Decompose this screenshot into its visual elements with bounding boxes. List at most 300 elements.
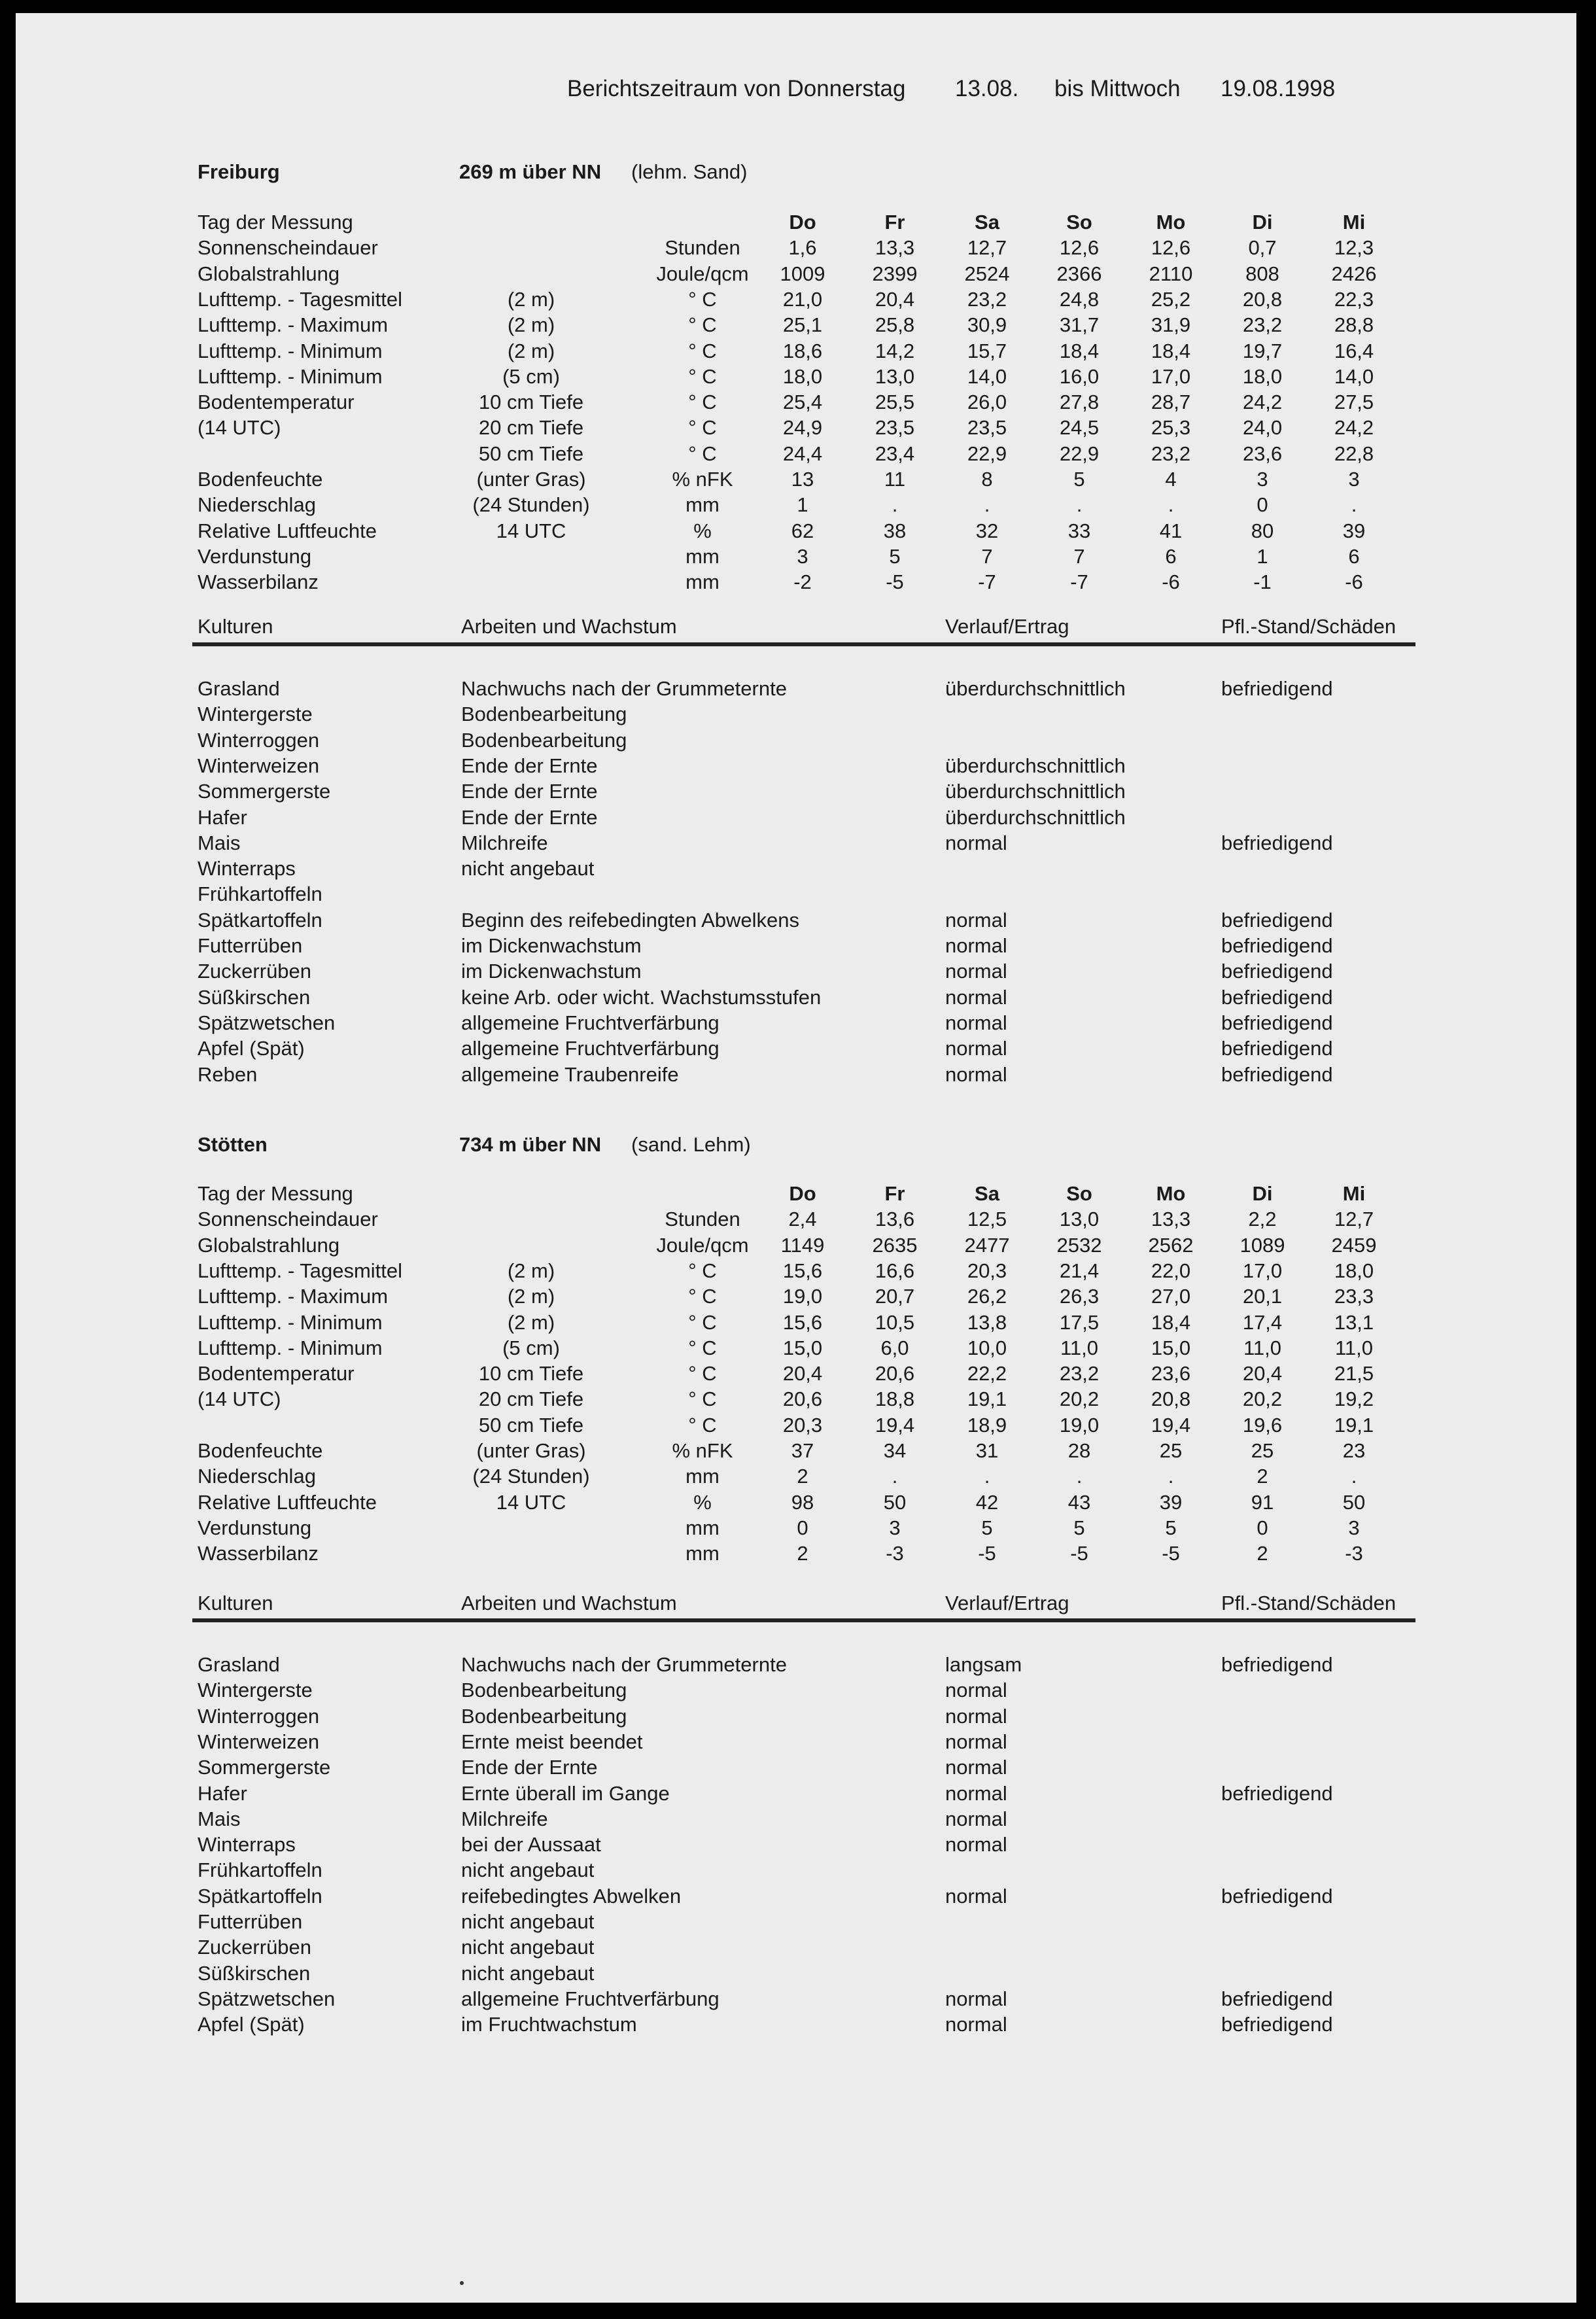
measure-value: 11,0 — [1060, 1336, 1099, 1359]
measure-value: 2,4 — [788, 1208, 817, 1231]
crop-work: im Dickenwachstum — [461, 934, 642, 957]
measure-value: 20,7 — [875, 1285, 915, 1308]
measure-value: 5 — [1165, 1516, 1177, 1539]
measure-value: 0,7 — [1248, 236, 1277, 260]
measure-value: . — [1168, 493, 1174, 517]
measure-value: 20,3 — [782, 1413, 823, 1437]
measure-value: 7 — [981, 544, 993, 568]
measure-value: 25 — [1159, 1439, 1183, 1462]
crops-header-rule — [192, 1618, 1415, 1622]
report-end-label: bis Mittwoch — [1054, 76, 1181, 101]
measure-sub: (24 Stunden) — [472, 1465, 590, 1488]
crop-name: Apfel (Spät) — [198, 2013, 305, 2036]
measure-value: 24,2 — [1334, 416, 1374, 440]
measure-label: Lufttemp. - Tagesmittel — [198, 1259, 403, 1282]
crop-yield: normal — [945, 1781, 1007, 1805]
crop-work: allgemeine Traubenreife — [461, 1062, 679, 1086]
document-page — [16, 13, 1576, 2303]
crop-yield: normal — [945, 1884, 1007, 1908]
measure-label: Verdunstung — [198, 544, 312, 568]
crop-yield: normal — [945, 1987, 1007, 2010]
measure-value: 18,4 — [1151, 339, 1191, 362]
measure-value: 20,8 — [1242, 287, 1283, 311]
crop-work: allgemeine Fruchtverfärbung — [461, 1987, 720, 2010]
crop-work: Beginn des reifebedingten Abwelkens — [461, 908, 800, 932]
crop-work: Ernte überall im Gange — [461, 1781, 670, 1805]
crop-work: Ernte meist beendet — [461, 1730, 643, 1753]
measure-unit: ° C — [688, 313, 717, 337]
measure-label: Lufttemp. - Minimum — [198, 1310, 383, 1334]
crop-name: Spätkartoffeln — [198, 908, 322, 932]
crop-yield: überdurchschnittlich — [945, 754, 1126, 777]
measure-value: 1 — [797, 493, 808, 517]
measure-value: 27,8 — [1059, 391, 1100, 414]
measure-value: 11,0 — [1243, 1336, 1282, 1359]
day-header-di: Di — [1252, 211, 1273, 234]
measure-value: 31 — [975, 1439, 999, 1462]
crop-name: Spätzwetschen — [198, 1011, 336, 1034]
crop-yield: normal — [945, 908, 1007, 932]
measure-value: 17,5 — [1059, 1310, 1100, 1334]
measure-label: Bodentemperatur — [198, 391, 355, 414]
measure-sub: 10 cm Tiefe — [478, 391, 584, 414]
crop-state: befriedigend — [1221, 908, 1333, 932]
measure-sub: (2 m) — [507, 287, 555, 311]
measure-value: 17,0 — [1242, 1259, 1283, 1282]
measure-value: 5 — [981, 1516, 993, 1539]
measure-value: 12,7 — [967, 236, 1007, 260]
measure-value: 27,5 — [1334, 391, 1374, 414]
measure-value: 25,4 — [782, 391, 823, 414]
measure-value: 19,7 — [1242, 339, 1283, 362]
crop-work: allgemeine Fruchtverfärbung — [461, 1037, 720, 1060]
measure-value: 22,9 — [967, 442, 1007, 465]
day-header-so: So — [1066, 1182, 1092, 1205]
measure-value: 23,3 — [1334, 1285, 1374, 1308]
measure-value: 13,0 — [1059, 1208, 1100, 1231]
measure-label: Niederschlag — [198, 493, 316, 517]
crop-name: Spätzwetschen — [198, 1987, 336, 2010]
measure-unit: ° C — [688, 1413, 717, 1437]
measure-label: Wasserbilanz — [198, 1542, 319, 1565]
day-header-di: Di — [1252, 1182, 1273, 1205]
measure-unit: mm — [685, 493, 720, 517]
measure-value: 24,8 — [1059, 287, 1100, 311]
measure-value: 2 — [1257, 1465, 1268, 1488]
measure-label: Relative Luftfeuchte — [198, 519, 377, 542]
measure-label: Lufttemp. - Minimum — [198, 364, 383, 388]
measure-sub: (unter Gras) — [476, 1439, 586, 1462]
measure-value: 21,0 — [782, 287, 823, 311]
crop-state: befriedigend — [1221, 960, 1333, 983]
measure-unit: ° C — [688, 339, 717, 362]
measure-value: 23,2 — [1059, 1362, 1100, 1386]
measure-value: 12,6 — [1059, 236, 1100, 260]
crop-work: Milchreife — [461, 1807, 548, 1830]
crop-yield: überdurchschnittlich — [945, 677, 1126, 700]
measure-value: 3 — [889, 1516, 901, 1539]
crop-name: Winterraps — [198, 857, 296, 881]
measure-unit: ° C — [688, 1387, 717, 1411]
crop-work: Bodenbearbeitung — [461, 728, 627, 752]
measure-value: 32 — [975, 519, 999, 542]
measure-label: Relative Luftfeuchte — [198, 1490, 377, 1514]
measure-value: 37 — [791, 1439, 814, 1462]
measure-unit: ° C — [688, 1259, 717, 1282]
measure-sub: (5 cm) — [502, 1336, 560, 1359]
measure-value: 23,2 — [1151, 442, 1191, 465]
measure-label: (14 UTC) — [198, 1387, 281, 1411]
measure-value: -3 — [886, 1542, 904, 1565]
measure-sub: (2 m) — [507, 1310, 555, 1334]
measure-value: 3 — [1348, 1516, 1360, 1539]
measure-unit: % — [693, 1490, 712, 1514]
report-start-date: 13.08. — [955, 76, 1019, 101]
measure-value: 15,0 — [1151, 1336, 1191, 1359]
measure-value: . — [1351, 1465, 1357, 1488]
measure-value: 19,0 — [782, 1285, 823, 1308]
measure-value: -5 — [1070, 1542, 1088, 1565]
measure-unit: mm — [685, 1516, 720, 1539]
measure-label: (14 UTC) — [198, 416, 281, 440]
crops-header-verlauf: Verlauf/Ertrag — [945, 1592, 1069, 1614]
measure-sub: (24 Stunden) — [472, 493, 590, 517]
crops-header-kulturen: Kulturen — [198, 615, 273, 638]
crop-state: befriedigend — [1221, 1653, 1333, 1676]
measure-value: 16,4 — [1334, 339, 1374, 362]
measure-value: . — [984, 1465, 990, 1488]
measure-value: 25,3 — [1151, 416, 1191, 440]
crops-header-stand: Pfl.-Stand/Schäden — [1221, 615, 1396, 638]
measure-unit: mm — [685, 1542, 720, 1565]
measure-unit: mm — [685, 544, 720, 568]
measure-sub: 20 cm Tiefe — [478, 416, 584, 440]
crop-state: befriedigend — [1221, 677, 1333, 700]
day-header-do: Do — [789, 211, 816, 234]
measure-value: 13,8 — [967, 1310, 1007, 1334]
measure-value: 2399 — [872, 262, 918, 285]
measure-label: Lufttemp. - Maximum — [198, 1285, 389, 1308]
measure-sub: (unter Gras) — [476, 468, 586, 491]
measure-value: 13,6 — [875, 1208, 915, 1231]
measure-unit: ° C — [688, 1285, 717, 1308]
measure-value: 0 — [1257, 493, 1268, 517]
measure-unit: % nFK — [672, 468, 733, 491]
measure-value: . — [892, 493, 898, 517]
measure-label: Lufttemp. - Tagesmittel — [198, 287, 403, 311]
measure-value: 5 — [1073, 1516, 1085, 1539]
measure-value: . — [892, 1465, 898, 1488]
measure-value: 39 — [1342, 519, 1366, 542]
crop-name: Hafer — [198, 1781, 247, 1805]
measure-value: 2 — [797, 1542, 808, 1565]
measure-value: 18,0 — [1334, 1259, 1374, 1282]
measure-value: 28,8 — [1334, 313, 1374, 337]
day-header-do: Do — [789, 1182, 816, 1205]
measure-value: -6 — [1162, 570, 1180, 594]
measure-label: Sonnenscheindauer — [198, 236, 378, 260]
measure-value: -6 — [1345, 570, 1363, 594]
crop-name: Süßkirschen — [198, 1961, 311, 1985]
measure-value: 1089 — [1240, 1233, 1285, 1257]
measure-value: 1,6 — [788, 236, 817, 260]
day-header-fr: Fr — [884, 1182, 905, 1205]
crop-work: Ende der Ernte — [461, 805, 598, 829]
crop-work: Nachwuchs nach der Grummeternte — [461, 1653, 787, 1676]
crop-name: Winterroggen — [198, 728, 320, 752]
measure-value: 1009 — [780, 262, 825, 285]
crop-work: nicht angebaut — [461, 1910, 595, 1933]
measure-value: 26,0 — [967, 391, 1007, 414]
measure-value: 11,0 — [1334, 1336, 1374, 1359]
day-header-mi: Mi — [1342, 211, 1366, 234]
crop-work: reifebedingtes Abwelken — [461, 1884, 682, 1908]
measure-value: 4 — [1165, 468, 1177, 491]
measure-value: 20,6 — [875, 1362, 915, 1386]
measure-value: . — [984, 493, 990, 517]
measure-sub: (5 cm) — [502, 364, 560, 388]
crop-name: Winterweizen — [198, 1730, 320, 1753]
measure-value: 14,2 — [875, 339, 915, 362]
measure-value: 23,2 — [967, 287, 1007, 311]
measure-value: 23,4 — [875, 442, 915, 465]
measure-label: Sonnenscheindauer — [198, 1208, 378, 1231]
measure-unit: % — [693, 519, 712, 542]
measure-value: . — [1076, 1465, 1083, 1488]
measure-unit: mm — [685, 1465, 720, 1488]
crop-name: Mais — [198, 831, 241, 854]
measure-value: 10,5 — [875, 1310, 915, 1334]
crops-header-arbeiten: Arbeiten und Wachstum — [461, 615, 677, 638]
crop-yield: normal — [945, 934, 1007, 957]
measure-value: 28 — [1067, 1439, 1091, 1462]
crop-yield: normal — [945, 831, 1007, 854]
measure-label: Lufttemp. - Minimum — [198, 1336, 383, 1359]
measure-value: 30,9 — [967, 313, 1007, 337]
measure-value: -5 — [886, 570, 904, 594]
measure-sub: 20 cm Tiefe — [478, 1387, 584, 1411]
crop-name: Reben — [198, 1062, 258, 1086]
measure-value: 24,4 — [782, 442, 823, 465]
crop-name: Spätkartoffeln — [198, 1884, 322, 1908]
day-header-mo: Mo — [1156, 211, 1186, 234]
measure-value: 16,0 — [1059, 364, 1100, 388]
measure-sub: (2 m) — [507, 313, 555, 337]
measure-value: 25 — [1251, 1439, 1274, 1462]
crop-state: befriedigend — [1221, 1781, 1333, 1805]
crop-name: Frühkartoffeln — [198, 1858, 322, 1882]
measure-value: 15,6 — [782, 1310, 823, 1334]
measure-label: Verdunstung — [198, 1516, 312, 1539]
station-elevation: 269 m über NN — [459, 160, 602, 183]
measure-value: 18,6 — [782, 339, 823, 362]
day-header-mi: Mi — [1342, 1182, 1366, 1205]
measure-value: 19,2 — [1334, 1387, 1374, 1411]
measure-unit: ° C — [688, 364, 717, 388]
measure-value: 15,7 — [967, 339, 1007, 362]
measure-value: 2524 — [964, 262, 1010, 285]
measure-unit: ° C — [688, 416, 717, 440]
crop-name: Winterweizen — [198, 754, 320, 777]
measure-value: 19,1 — [1334, 1413, 1374, 1437]
measure-value: 21,4 — [1059, 1259, 1100, 1282]
measure-value: -7 — [978, 570, 996, 594]
crops-header-rule — [192, 642, 1415, 646]
crop-yield: normal — [945, 985, 1007, 1009]
measure-value: 12,6 — [1151, 236, 1191, 260]
measure-value: 22,9 — [1059, 442, 1100, 465]
crop-work: Ende der Ernte — [461, 1756, 598, 1779]
measure-value: 2635 — [872, 1233, 918, 1257]
crop-yield: normal — [945, 1704, 1007, 1728]
crop-state: befriedigend — [1221, 831, 1333, 854]
measure-value: . — [1076, 493, 1083, 517]
measure-value: 50 — [883, 1490, 907, 1514]
measure-value: 25,2 — [1151, 287, 1191, 311]
measure-label: Bodenfeuchte — [198, 1439, 323, 1462]
crop-name: Winterraps — [198, 1833, 296, 1857]
measure-sub: 14 UTC — [496, 519, 566, 542]
measure-value: -5 — [978, 1542, 996, 1565]
crop-work: Bodenbearbeitung — [461, 1679, 627, 1702]
measure-value: 0 — [1257, 1516, 1268, 1539]
crop-name: Grasland — [198, 677, 280, 700]
crop-state: befriedigend — [1221, 1884, 1333, 1908]
crop-name: Zuckerrüben — [198, 1936, 312, 1959]
measure-unit: Stunden — [665, 1208, 740, 1231]
measure-unit: ° C — [688, 391, 717, 414]
measure-value: 24,9 — [782, 416, 823, 440]
measure-value: 20,4 — [875, 287, 915, 311]
measure-value: 6 — [1165, 544, 1177, 568]
measure-value: 24,5 — [1059, 416, 1100, 440]
crop-name: Hafer — [198, 805, 247, 829]
crop-name: Wintergerste — [198, 703, 313, 726]
crop-state: befriedigend — [1221, 1987, 1333, 2010]
measure-value: 18,4 — [1151, 1310, 1191, 1334]
station-soil-type: (sand. Lehm) — [631, 1133, 751, 1156]
measure-value: 10,0 — [967, 1336, 1007, 1359]
measure-value: 25,1 — [782, 313, 823, 337]
crop-work: Milchreife — [461, 831, 548, 854]
measure-value: 43 — [1067, 1490, 1091, 1514]
measure-label: Tag der Messung — [198, 1182, 353, 1205]
measure-value: 31,9 — [1151, 313, 1191, 337]
measure-value: 5 — [1073, 468, 1085, 491]
crop-yield: normal — [945, 1679, 1007, 1702]
crop-work: nicht angebaut — [461, 857, 595, 881]
measure-value: 2477 — [964, 1233, 1010, 1257]
measure-value: -1 — [1253, 570, 1272, 594]
measure-value: 18,4 — [1059, 339, 1100, 362]
measure-value: -5 — [1162, 1542, 1180, 1565]
measure-unit: Joule/qcm — [656, 1233, 749, 1257]
measure-value: 25,5 — [875, 391, 915, 414]
measure-unit: ° C — [688, 287, 717, 311]
station-name: Stötten — [198, 1133, 268, 1156]
crop-name: Grasland — [198, 1653, 280, 1676]
crops-header-verlauf: Verlauf/Ertrag — [945, 615, 1069, 638]
measure-value: 23,6 — [1242, 442, 1283, 465]
measure-value: 2 — [797, 1465, 808, 1488]
measure-sub: 10 cm Tiefe — [478, 1362, 584, 1386]
crop-work: im Fruchtwachstum — [461, 2013, 637, 2036]
measure-value: 28,7 — [1151, 391, 1191, 414]
measure-unit: ° C — [688, 1310, 717, 1334]
measure-value: 2366 — [1056, 262, 1102, 285]
measure-value: . — [1351, 493, 1357, 517]
day-header-mo: Mo — [1156, 1182, 1186, 1205]
measure-value: 12,7 — [1334, 1208, 1374, 1231]
crop-state: befriedigend — [1221, 934, 1333, 957]
crop-name: Zuckerrüben — [198, 960, 312, 983]
crop-yield: normal — [945, 960, 1007, 983]
measure-sub: (2 m) — [507, 339, 555, 362]
measure-value: 15,6 — [782, 1259, 823, 1282]
crop-state: befriedigend — [1221, 1062, 1333, 1086]
measure-unit: mm — [685, 570, 720, 594]
measure-label: Tag der Messung — [198, 211, 353, 234]
measure-value: 19,1 — [967, 1387, 1007, 1411]
measure-value: 24,0 — [1242, 416, 1283, 440]
measure-value: 50 — [1342, 1490, 1366, 1514]
measure-sub: (2 m) — [507, 1285, 555, 1308]
measure-value: 3 — [1257, 468, 1268, 491]
measure-sub: 50 cm Tiefe — [478, 442, 584, 465]
measure-value: 42 — [975, 1490, 999, 1514]
measure-value: 23,5 — [967, 416, 1007, 440]
measure-value: 34 — [883, 1439, 907, 1462]
measure-value: -7 — [1070, 570, 1088, 594]
measure-label: Globalstrahlung — [198, 262, 340, 285]
crop-name: Sommergerste — [198, 1756, 331, 1779]
measure-value: 18,8 — [875, 1387, 915, 1411]
measure-value: 20,4 — [782, 1362, 823, 1386]
measure-value: 13,1 — [1334, 1310, 1374, 1334]
measure-value: 13 — [791, 468, 814, 491]
crop-yield: normal — [945, 1037, 1007, 1060]
measure-value: 20,2 — [1242, 1387, 1283, 1411]
crop-work: Ende der Ernte — [461, 780, 598, 803]
measure-value: 62 — [791, 519, 814, 542]
measure-value: 6 — [1348, 544, 1360, 568]
measure-value: 26,2 — [967, 1285, 1007, 1308]
measure-value: 41 — [1159, 519, 1183, 542]
measure-value: 14,0 — [967, 364, 1007, 388]
crop-name: Winterroggen — [198, 1704, 320, 1728]
measure-value: 80 — [1251, 519, 1274, 542]
measure-value: 20,2 — [1059, 1387, 1100, 1411]
crop-yield: normal — [945, 1011, 1007, 1034]
measure-sub: 50 cm Tiefe — [478, 1413, 584, 1437]
measure-sub: 14 UTC — [496, 1490, 566, 1514]
crop-yield: normal — [945, 1756, 1007, 1779]
crop-yield: langsam — [945, 1653, 1022, 1676]
measure-value: 20,8 — [1151, 1387, 1191, 1411]
measure-value: 6,0 — [880, 1336, 909, 1359]
measure-value: 18,0 — [1242, 364, 1283, 388]
measure-value: 19,0 — [1059, 1413, 1100, 1437]
measure-value: 11 — [884, 468, 906, 491]
measure-sub: (2 m) — [507, 1259, 555, 1282]
crop-work: Bodenbearbeitung — [461, 703, 627, 726]
crops-header-arbeiten: Arbeiten und Wachstum — [461, 1592, 677, 1614]
measure-value: 18,9 — [967, 1413, 1007, 1437]
crop-name: Apfel (Spät) — [198, 1037, 305, 1060]
crop-yield: überdurchschnittlich — [945, 805, 1126, 829]
measure-value: 13,0 — [875, 364, 915, 388]
measure-value: 3 — [1348, 468, 1360, 491]
